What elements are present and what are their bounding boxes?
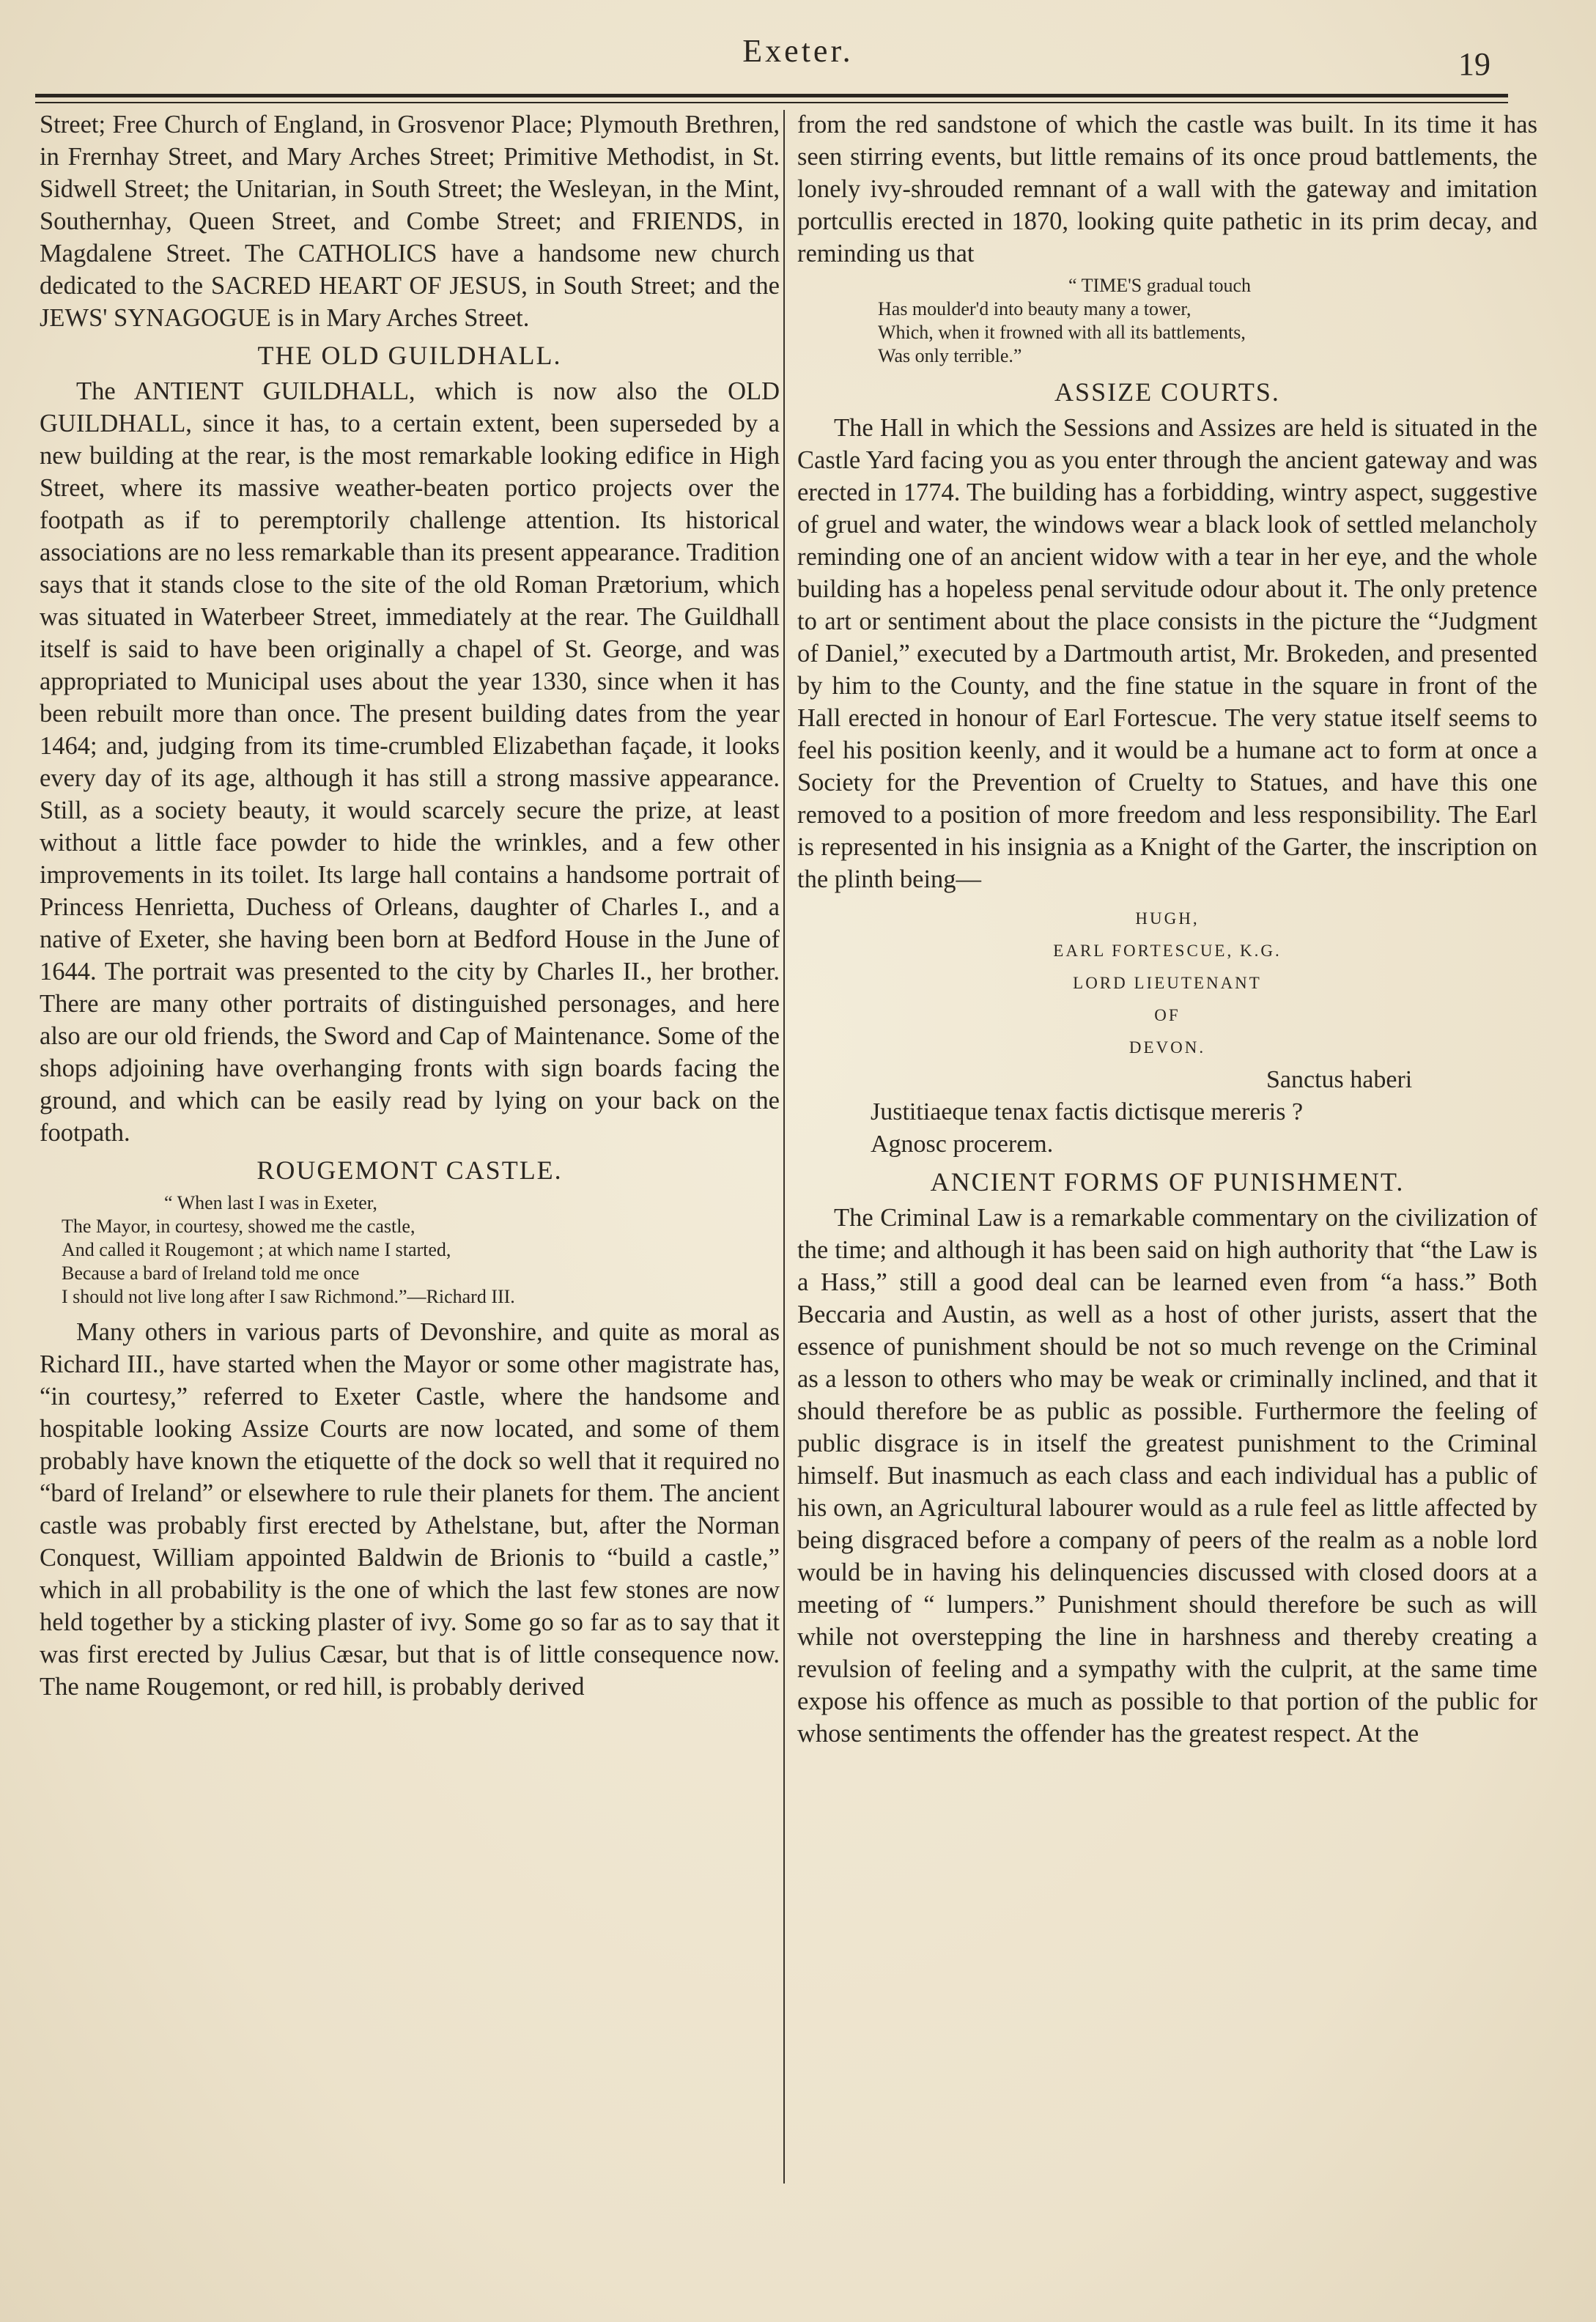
inscription-line: DEVON. xyxy=(1128,1038,1206,1057)
running-head: Exeter. xyxy=(742,33,854,69)
page-number: 19 xyxy=(1458,46,1490,82)
inscription-line: EARL FORTESCUE, K.G. xyxy=(1053,942,1282,960)
verse-line: I should not live long after I saw Richmond.”—Richard III. xyxy=(62,1286,515,1307)
latin-quote xyxy=(797,1064,1537,1161)
old-guildhall-heading: THE OLD GUILDHALL. xyxy=(257,341,562,370)
verse-line: The Mayor, in courtesy, showed me the castle, xyxy=(62,1216,415,1237)
verse-line: Which, when it frowned with all its battlements, xyxy=(878,322,1246,343)
inscription-line: HUGH, xyxy=(1135,909,1200,928)
verse-line: And called it Rougemont ; at which name I started, xyxy=(62,1239,451,1260)
sandstone-paragraph: from the red sandstone of which the castle was built. In its time it has seen stirring events, but little remains of its once proud battlements, the lonely ivy-shrouded remnant of a wall with the gateway and imitation portcullis erected in 1870, looking quite pathetic in its prim decay, and reminding us that xyxy=(797,111,1537,267)
latin-line: Sanctus haberi xyxy=(1266,1066,1413,1093)
statue-inscription xyxy=(797,903,1537,1064)
latin-line: Justitiaeque tenax factis dictisque mereris ? xyxy=(871,1098,1304,1125)
latin-line: Agnosc procerem. xyxy=(871,1131,1054,1158)
assize-paragraph: The Hall in which the Sessions and Assizes are held is situated in the Castle Yard facing you as you enter through the ancient gateway and was erected in 1774. The building has a forbidding, wintry aspect, suggestive of gruel and water, the windows wear a black look of settled melancholy reminding one of an ancient widow with a tear in her eye, and the whole building has a hopeless penal servitude odour about it. The only pretence to art or sentiment about the place consists in the picture the “Judgment of Daniel,” executed by a Dartmouth artist, Mr. Brokeden, and presented by him to the County, and the fine statue in the square in front of the Hall erected in honour of Earl Fortescue. The very statue itself seems to feel his position keenly, and it would be a humane act to form at once a Society for the Prevention of Cruelty to Statues, and have this one removed to a position of more freedom and less responsibility. The Earl is represented in his insignia as a Knight of the Garter, the inscription on the plinth being— xyxy=(797,414,1537,893)
punishment-heading: ANCIENT FORMS OF PUNISHMENT. xyxy=(930,1167,1405,1197)
inscription-line: LORD LIEUTENANT xyxy=(1073,974,1262,992)
right-column xyxy=(797,108,1537,1750)
rougemont-castle-heading: ROUGEMONT CASTLE. xyxy=(256,1156,563,1185)
verse-line: “ When last I was in Exeter, xyxy=(164,1192,377,1213)
castle-paragraph: Many others in various parts of Devonshire, and quite as moral as Richard III., have started when the Mayor or some other magistrate has, “in courtesy,” referred to Exeter Castle, where the handsome and hospitable looking Assize Courts are now located, and some of them probably have known the etiquette of the dock so well that it required no “bard of Ireland” or elsewhere to rule their planets for them. The ancient castle was probably first erected by Athelstane, but, after the Norman Conquest, William appointed Baldwin de Brionis to “build a castle,” which in all probability is the one of which the last few stones are now held together by a sticking plaster of ivy. Some go so far as to say that it was first erected by Julius Cæsar, but that is of little consequence now. The name Rougemont, or red hill, is probably derived xyxy=(40,1318,780,1701)
assize-courts-heading: ASSIZE COURTS. xyxy=(1054,377,1280,407)
column-divider xyxy=(783,110,785,2184)
verse-line: “ TIME'S gradual touch xyxy=(1068,275,1251,296)
inscription-line: OF xyxy=(1154,1006,1181,1024)
left-column xyxy=(40,108,780,1703)
header-rule-thin xyxy=(35,102,1508,103)
header-rule-thick xyxy=(35,94,1508,97)
richard-iii-verse xyxy=(62,1191,780,1309)
churches-paragraph: Street; Free Church of England, in Grosvenor Place; Plymouth Brethren, in Frernhay Street, and Mary Arches Street; Primitive Methodist, in St. Sidwell Street; the Unitarian, in South Street; the Wesleyan, in the Mint, Southernhay, Queen Street, and Combe Street; and FRIENDS, in Magdalene Street. The CATHOLICS have a handsome new church dedicated to the SACRED HEART OF JESUS, in South Street; and the JEWS' SYNAGOGUE is in Mary Arches Street. xyxy=(40,111,780,332)
verse-line: Was only terrible.” xyxy=(878,345,1022,366)
verse-line: Because a bard of Ireland told me once xyxy=(62,1262,360,1284)
time-verse xyxy=(819,274,1537,368)
guildhall-paragraph: The ANTIENT GUILDHALL, which is now also the OLD GUILDHALL, since it has, to a certain extent, been superseded by a new building at the rear, is the most remarkable looking edifice in High Street, where its massive weather-beaten portico projects over the footpath as if to peremptorily challenge attention. Its historical associations are no less remarkable than its present appearance. Tradition says that it stands close to the site of the old Roman Prætorium, which was situated in Waterbeer Street, immediately at the rear. The Guildhall itself is said to have been originally a chapel of St. George, and was appropriated to Municipal uses about the year 1330, since when it has been rebuilt more than once. The present building dates from the year 1464; and, judging from its time-crumbled Elizabethan façade, it looks every day of its age, although it has still a strong massive appearance. Still, as a society beauty, it would scarcely secure the prize, at least without a little face powder to hide the wrinkles, and a few other improvements in its toilet. Its large hall contains a handsome portrait of Princess Henrietta, Duchess of Orleans, daughter of Charles I., and a native of Exeter, she having been born at Bedford House in the June of 1644. The portrait was presented to the city by Charles II., her brother. There are many other portraits of distinguished personages, and here also are our old friends, the Sword and Cap of Maintenance. Some of the shops adjoining have overhanging fronts with sign boards facing the ground, and which can be easily read by lying on your back on the footpath. xyxy=(40,377,780,1147)
criminal-law-paragraph: The Criminal Law is a remarkable commentary on the civilization of the time; and although it has been said on high authority that “the Law is a Hass,” still a good deal can be learned even from “a hass.” Both Beccaria and Austin, as well as a host of other jurists, assert that the essence of punishment should be not so much revenge on the Criminal as a lesson to others who may be weak or criminally inclined, and that it should therefore be as public as possible. Furthermore the feeling of public disgrace is in itself the greatest punishment to the Criminal himself. But inasmuch as each class and each individual has a public of his own, an Agricultural labourer would as a rule feel as little affected by being disgraced before a company of peers of the realm as a noble lord would be in having his delinquencies discussed with closed doors at a meeting of “ lumpers.” Punishment should therefore be such as will while not overstepping the line in harshness and thereby creating a revulsion of feeling and a sympathy with the culprit, at the same time expose his offence as much as possible to that portion of the public for whose sentiments the offender has the greatest respect. At the xyxy=(797,1204,1537,1748)
verse-line: Has moulder'd into beauty many a tower, xyxy=(878,298,1192,319)
